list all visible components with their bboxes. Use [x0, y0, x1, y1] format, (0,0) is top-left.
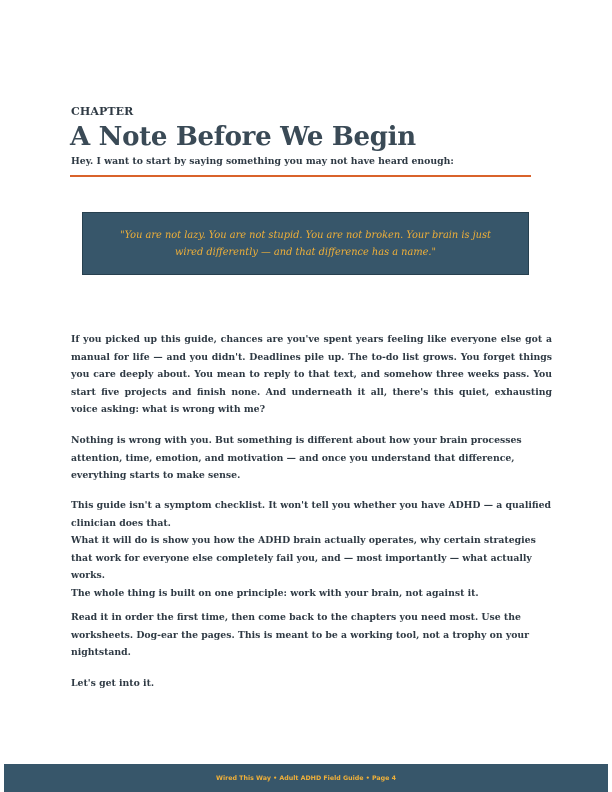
chapter-eyebrow: CHAPTER: [71, 105, 134, 118]
body-paragraph-4: Read it in order the first time, then come back to the chapters you need most. Use the worksheets. Dog-ear the pages. This is meant to be a working tool, not a trophy on your nightstand.: [71, 612, 530, 659]
chapter-title: A Note Before We Begin: [70, 122, 416, 152]
body-paragraph-3-line-3: The whole thing is built on one principle: work with your brain, not against it.: [71, 587, 479, 599]
body-paragraph-3-line-1: This guide isn't a symptom checklist. It won't tell you whether you have ADHD — a qualified clinician does that.: [71, 500, 552, 529]
callout-quote: "You are not lazy. You are not stupid. You are not broken. Your brain is just wired differently — and that difference has a name.": [120, 229, 491, 258]
body-paragraph-3-line-2: What it will do is show you how the ADHD brain actually operates, why certain strategies that work for everyone else completely fail you, and — most importantly — what actually works.: [71, 535, 536, 582]
body-paragraph-2: Nothing is wrong with you. But something is different about how your brain processes attention, time, emotion, and motivation — and once you understand that difference, everything starts to make sense.: [71, 435, 522, 482]
page-footer: [4, 764, 608, 792]
accent-divider: [70, 175, 531, 177]
chapter-lead: Hey. I want to start by saying something you may not have heard enough:: [71, 156, 454, 167]
body-paragraph-5: Let's get into it.: [71, 678, 155, 689]
footer-text: Wired This Way • Adult ADHD Field Guide • Page 4: [216, 775, 396, 782]
body-paragraph-1: If you picked up this guide, chances are you've spent years feeling like everyone else got a manual for life — and you didn't. Deadlines pile up. The to-do list grows. You forget things you care deeply about. You mean to reply to that text, and somehow three weeks pass. You start five projects and finish none. And underneath it all, there's this quiet, exhausting voice asking: what is wrong with me?: [71, 334, 552, 416]
callout-quote-box: [82, 212, 529, 275]
body-paragraph-3: [71, 497, 552, 603]
